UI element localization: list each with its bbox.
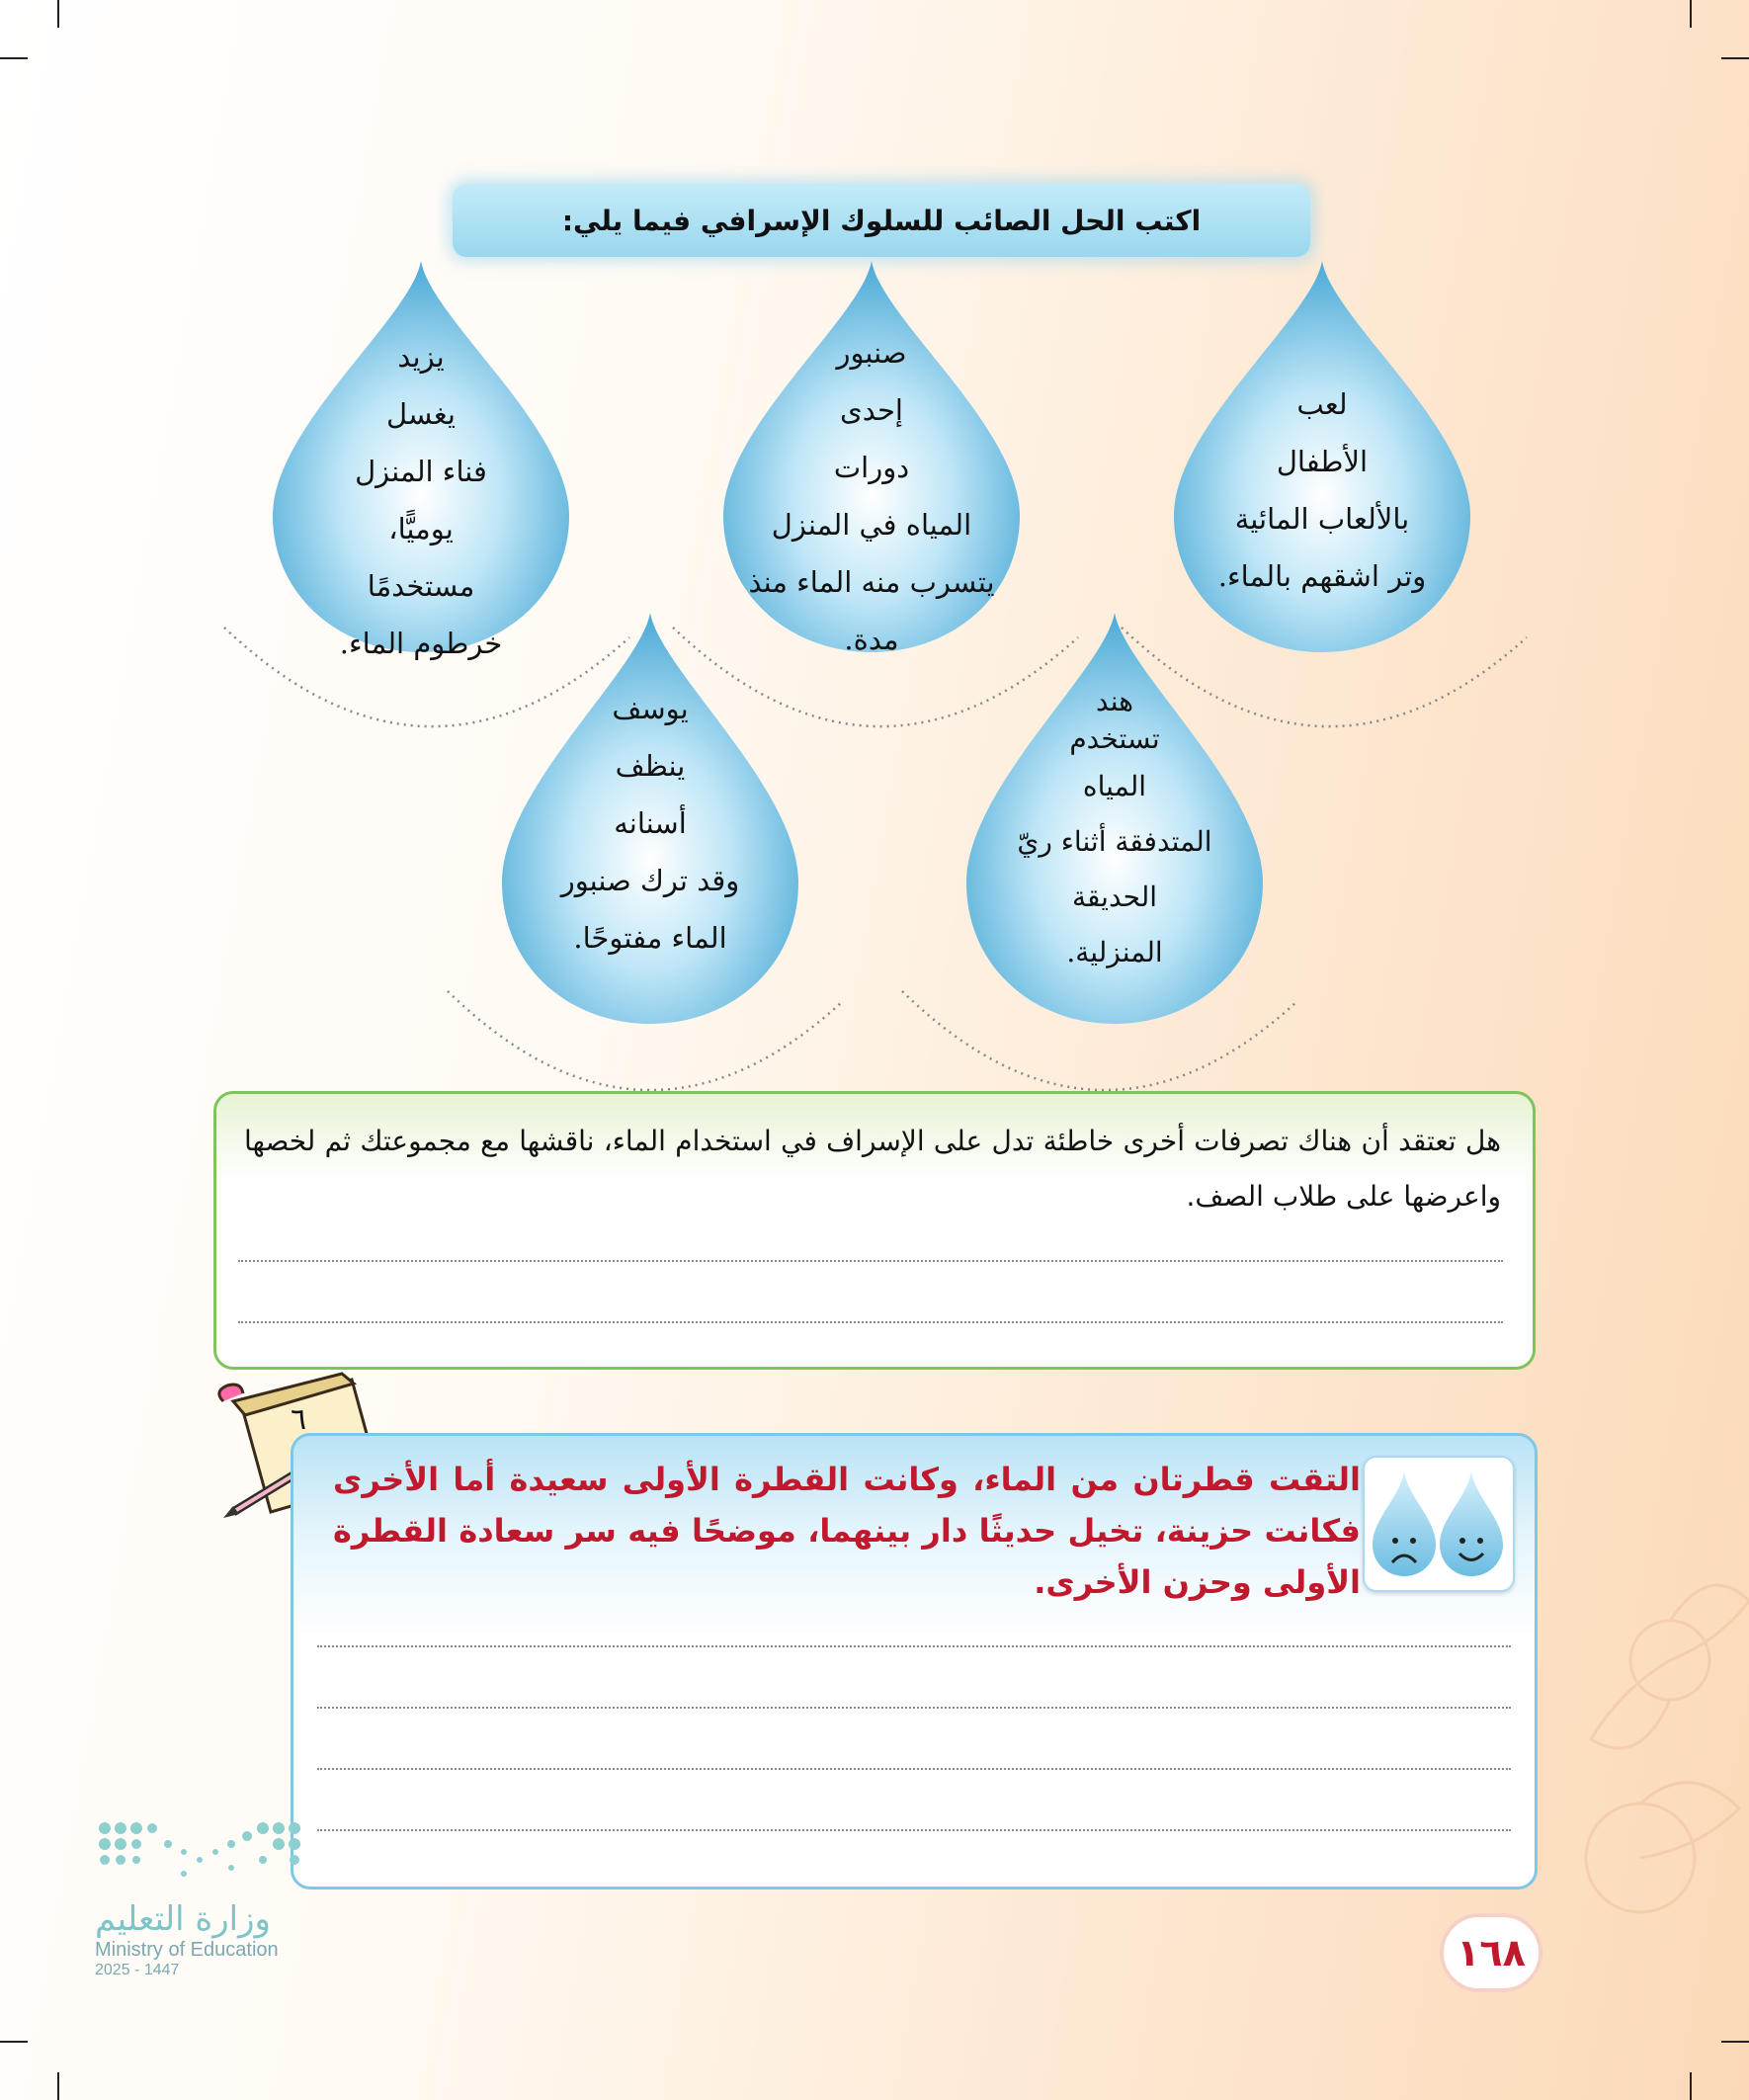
drop-line: الحديقة: [1071, 881, 1158, 913]
answer-line[interactable]: [317, 1768, 1511, 1770]
notepad-number: ٦: [291, 1402, 307, 1437]
page-number: ١٦٨: [1440, 1913, 1542, 1992]
drop-line: خرطوم الماء.: [339, 627, 503, 660]
crop-mark: [0, 2041, 28, 2043]
drop-line: تستخدم: [1069, 722, 1160, 755]
crop-mark: [1721, 2041, 1749, 2043]
drop-line: يتسرب منه الماء منذ: [748, 565, 995, 599]
drop-line: إحدى: [840, 393, 903, 427]
water-drop-1: [1174, 259, 1470, 654]
answer-line[interactable]: [317, 1829, 1511, 1831]
answer-line[interactable]: [238, 1260, 1503, 1262]
drop-line: هند: [1096, 685, 1133, 717]
drop-line: فناء المنزل: [355, 455, 487, 488]
drop-line: صنبور: [836, 336, 907, 370]
crop-mark: [57, 2072, 59, 2100]
drop-line: المياه في المنزل: [771, 508, 972, 542]
drop-line: المنزلية.: [1066, 936, 1163, 968]
drop-line: يوسف: [612, 692, 689, 725]
drop-line: مدة.: [844, 623, 899, 656]
heading-bar: [453, 184, 1310, 257]
discussion-box: [213, 1091, 1536, 1370]
ministry-logo: [95, 1818, 312, 1979]
answer-line[interactable]: [238, 1321, 1503, 1323]
drop-line: وتر اشقهم بالماء.: [1217, 559, 1427, 593]
discussion-question: هل تعتقد أن هناك تصرفات أخرى خاطئة تدل على الإسراف في استخدام الماء، ناقشها مع مجموعتك ثم لخصها واعرضها على طلاب الصف.: [244, 1125, 1501, 1213]
crop-mark: [1721, 57, 1749, 59]
drop-line: لعب: [1296, 387, 1348, 421]
drop-line: يوميًّا،: [388, 512, 454, 546]
ministry-name-english: Ministry of Education: [95, 1939, 279, 1961]
happy-sad-drops-icon: [1363, 1456, 1515, 1592]
drop-line: يغسل: [386, 397, 456, 431]
writing-task-prompt: التقت قطرتان من الماء، وكانت القطرة الأولى سعيدة أما الأخرى فكانت حزينة، تخيل حديثًا دار بينهما، موضحًا فيه سر سعادة القطرة الأولى وحزن الأخرى.: [333, 1461, 1361, 1601]
crop-mark: [1690, 2072, 1692, 2100]
answer-line[interactable]: [317, 1645, 1511, 1647]
logo-dots-icon: [95, 1818, 312, 1888]
drop-line: الماء مفتوحًا.: [573, 921, 727, 955]
drop-line: المتدفقة أثناء ريّ: [1017, 825, 1212, 858]
ministry-name-arabic: وزارة التعليم: [95, 1899, 271, 1939]
drop-line: بالألعاب المائية: [1234, 502, 1410, 536]
drop-line: أسنانه: [614, 806, 687, 840]
answer-arc: [897, 986, 1302, 1095]
drop-line: دورات: [833, 451, 910, 484]
decorative-flower: [1522, 1542, 1749, 1957]
drop-line: ينظف: [615, 749, 686, 783]
water-drop-3: [273, 259, 569, 660]
answer-arc: [443, 986, 848, 1095]
crop-mark: [0, 57, 28, 59]
drop-line: يزيد: [397, 340, 445, 374]
page-title: اكتب الحل الصائب للسلوك الإسرافي فيما يلي:: [561, 204, 1202, 237]
answer-line[interactable]: [317, 1707, 1511, 1709]
drop-line: المياه: [1082, 770, 1147, 802]
drop-line: مستخدمًا: [367, 569, 475, 603]
crop-mark: [1690, 0, 1692, 28]
edition-year: 2025 - 1447: [95, 1962, 180, 1978]
writing-task-box: [291, 1433, 1538, 1890]
water-drop-2: [723, 259, 1020, 654]
crop-mark: [57, 0, 59, 28]
drop-line: الأطفال: [1276, 445, 1369, 478]
drop-line: وقد ترك صنبور: [560, 864, 740, 897]
